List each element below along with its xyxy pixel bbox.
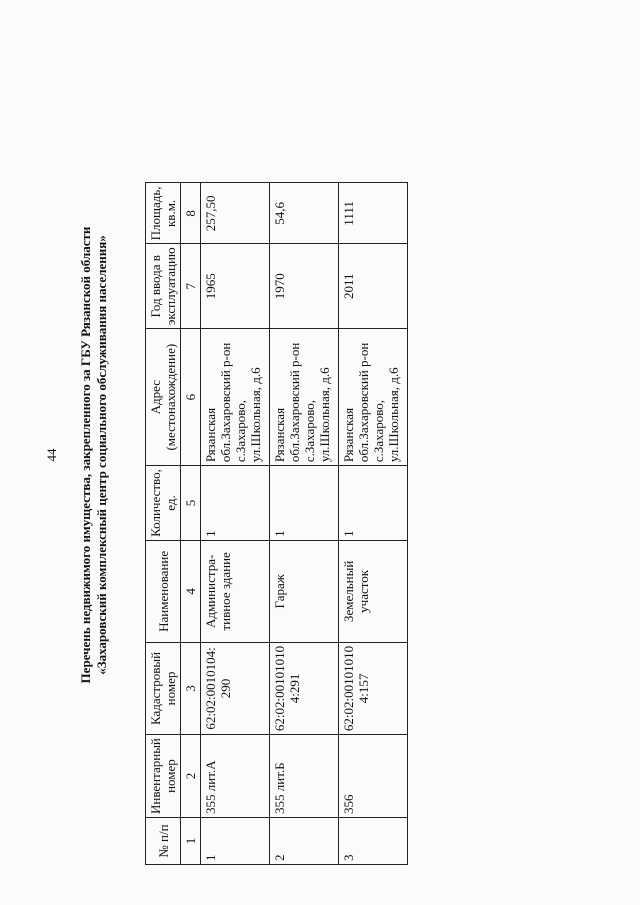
cell-name: Земельный участок xyxy=(339,540,408,642)
cell-area: 54,6 xyxy=(270,183,339,244)
column-number: 2 xyxy=(181,735,201,818)
cell-inventory: 355 лит.Б xyxy=(270,735,339,818)
cell-number: 1 xyxy=(201,818,270,865)
cell-address: Рязанская обл.Захаровский р-он с.Захарово, ул.Школьная, д.6 xyxy=(201,329,270,466)
cell-area: 257,50 xyxy=(201,183,270,244)
cell-area: 1111 xyxy=(339,183,408,244)
cell-address: Рязанская обл.Захаровский р-он с.Захарово, ул.Школьная, д.6 xyxy=(270,329,339,466)
column-number: 8 xyxy=(181,183,201,244)
cell-number: 2 xyxy=(270,818,339,865)
cell-year: 2011 xyxy=(339,244,408,329)
title-line-1: Перечень недвижимого имущества, закрепленного за ГБУ Рязанской области xyxy=(78,226,93,684)
cell-cadastral: 62:02:00101010 4:157 xyxy=(339,642,408,734)
cell-inventory: 356 xyxy=(339,735,408,818)
cell-address: Рязанская обл.Захаровский р-он с.Захарово, ул.Школьная, д.6 xyxy=(339,329,408,466)
cell-quantity: 1 xyxy=(201,466,270,541)
cell-name: Гараж xyxy=(270,540,339,642)
column-number: 4 xyxy=(181,540,201,642)
cell-cadastral: 62:02:00101010 4:291 xyxy=(270,642,339,734)
header-row xyxy=(146,183,181,865)
header-area: Площадь, кв.м. xyxy=(146,183,181,244)
cell-quantity: 1 xyxy=(270,466,339,541)
table-row xyxy=(339,183,408,865)
header-year: Год ввода в эксплуатацию xyxy=(146,244,181,329)
column-number: 6 xyxy=(181,329,201,466)
title-line-2: «Захаровский комплексный центр социального обслуживания населения» xyxy=(94,235,109,675)
document-title xyxy=(78,185,110,725)
column-number: 1 xyxy=(181,818,201,865)
cell-year: 1970 xyxy=(270,244,339,329)
header-cadastral: Кадастровый номер xyxy=(146,642,181,734)
cell-number: 3 xyxy=(339,818,408,865)
header-name: Наименование xyxy=(146,540,181,642)
page-number: 44 xyxy=(44,448,59,462)
cell-year: 1965 xyxy=(201,244,270,329)
column-number: 5 xyxy=(181,466,201,541)
cell-quantity: 1 xyxy=(339,466,408,541)
property-table xyxy=(145,182,408,865)
column-number: 3 xyxy=(181,642,201,734)
header-quantity: Количество, ед. xyxy=(146,466,181,541)
column-number-row xyxy=(181,183,201,865)
header-number: № п/п xyxy=(146,818,181,865)
cell-cadastral: 62:02:0010104: 290 xyxy=(201,642,270,734)
cell-name: Администра- тивное здание xyxy=(201,540,270,642)
cell-inventory: 355 лит.А xyxy=(201,735,270,818)
header-address: Адрес (местонахождение) xyxy=(146,329,181,466)
header-inventory: Инвентарный номер xyxy=(146,735,181,818)
table-row xyxy=(201,183,270,865)
column-number: 7 xyxy=(181,244,201,329)
table-row xyxy=(270,183,339,865)
